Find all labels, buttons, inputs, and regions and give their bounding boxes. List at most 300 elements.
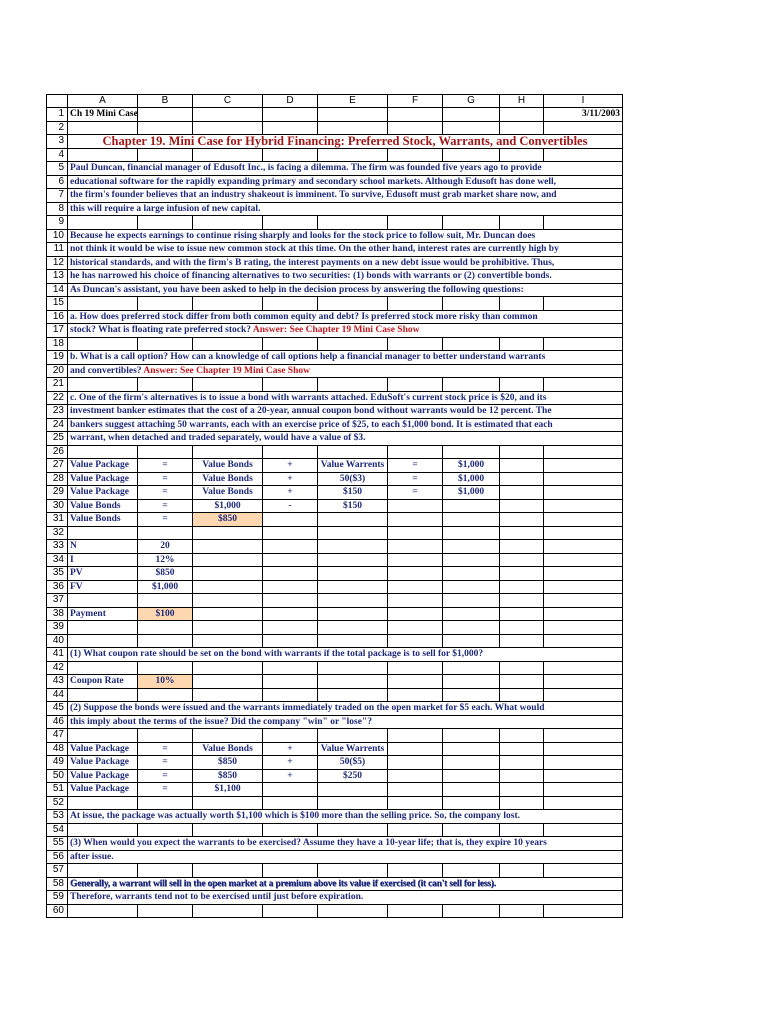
cell[interactable] xyxy=(318,688,388,702)
row-number[interactable]: 57 xyxy=(47,864,68,878)
row-number[interactable]: 29 xyxy=(47,486,68,500)
intro-line[interactable]: the firm's founder believes that an industry shakeout is imminent. To survive, Edusoft must grab market share now, and xyxy=(68,189,623,203)
question-c[interactable]: warrant, when detached and traded separately, would have a value of $3. xyxy=(68,432,623,446)
cell[interactable] xyxy=(138,634,193,648)
cell[interactable] xyxy=(263,607,318,621)
cell[interactable] xyxy=(443,148,500,162)
coupon-value[interactable]: 10% xyxy=(138,675,193,689)
cell[interactable] xyxy=(138,729,193,743)
cell[interactable] xyxy=(193,634,263,648)
cell[interactable] xyxy=(263,337,318,351)
label-cell[interactable]: Value Package xyxy=(68,756,138,770)
label-cell[interactable]: Value Package xyxy=(68,486,138,500)
value-cell[interactable]: $150 xyxy=(318,499,388,513)
page-title[interactable]: Chapter 19. Mini Case for Hybrid Financing: Preferred Stock, Warrants, and Convertibles xyxy=(68,135,623,149)
row-number[interactable]: 23 xyxy=(47,405,68,419)
cell[interactable] xyxy=(388,108,443,122)
question-3[interactable]: after issue. xyxy=(68,850,623,864)
coupon-label[interactable]: Coupon Rate xyxy=(68,675,138,689)
row-number[interactable]: 33 xyxy=(47,540,68,554)
cell[interactable] xyxy=(193,729,263,743)
cell[interactable] xyxy=(500,216,544,230)
cell[interactable] xyxy=(68,121,138,135)
cell[interactable] xyxy=(443,756,500,770)
cell[interactable] xyxy=(544,661,623,675)
value-cell[interactable]: $1,000 xyxy=(443,472,500,486)
value-cell[interactable]: = xyxy=(138,742,193,756)
cell[interactable] xyxy=(443,729,500,743)
context-line[interactable]: he has narrowed his choice of financing alternatives to two securities: (1) bonds with warrants or (2) convertible bonds. xyxy=(68,270,623,284)
cell[interactable] xyxy=(138,337,193,351)
cell[interactable] xyxy=(138,688,193,702)
cell[interactable] xyxy=(443,526,500,540)
value-cell[interactable]: = xyxy=(138,472,193,486)
cell[interactable] xyxy=(193,864,263,878)
cell[interactable] xyxy=(138,796,193,810)
cell[interactable] xyxy=(263,904,318,918)
value-cell[interactable]: = xyxy=(138,756,193,770)
row-number[interactable]: 20 xyxy=(47,364,68,378)
row-number[interactable]: 45 xyxy=(47,702,68,716)
row-number[interactable]: 52 xyxy=(47,796,68,810)
cell[interactable] xyxy=(544,864,623,878)
cell[interactable] xyxy=(500,621,544,635)
cell[interactable] xyxy=(318,540,388,554)
cell[interactable] xyxy=(193,121,263,135)
cell[interactable] xyxy=(500,108,544,122)
cell[interactable] xyxy=(193,540,263,554)
row-number[interactable]: 60 xyxy=(47,904,68,918)
cell[interactable] xyxy=(500,742,544,756)
cell[interactable] xyxy=(443,594,500,608)
cell[interactable] xyxy=(263,553,318,567)
row-number[interactable]: 30 xyxy=(47,499,68,513)
cell[interactable] xyxy=(544,499,623,513)
cell[interactable] xyxy=(544,769,623,783)
question-b[interactable] xyxy=(68,364,623,378)
cell[interactable] xyxy=(388,540,443,554)
cell[interactable] xyxy=(443,796,500,810)
cell[interactable] xyxy=(138,526,193,540)
cell[interactable] xyxy=(263,796,318,810)
cell[interactable] xyxy=(318,297,388,311)
cell[interactable] xyxy=(263,297,318,311)
cell[interactable] xyxy=(500,688,544,702)
intro-line[interactable]: Paul Duncan, financial manager of Edusoft Inc., is facing a dilemma. The firm was founded five years ago to provide xyxy=(68,162,623,176)
cell[interactable] xyxy=(544,688,623,702)
cell[interactable] xyxy=(388,526,443,540)
tvm-value[interactable]: $850 xyxy=(138,567,193,581)
cell[interactable] xyxy=(68,526,138,540)
cell[interactable] xyxy=(318,661,388,675)
cell[interactable] xyxy=(388,661,443,675)
context-line[interactable]: not think it would be wise to issue new common stock at this time. On the other hand, interest rates are currently high by xyxy=(68,243,623,257)
cell[interactable] xyxy=(68,904,138,918)
cell[interactable] xyxy=(263,513,318,527)
cell[interactable] xyxy=(68,823,138,837)
row-number[interactable]: 5 xyxy=(47,162,68,176)
cell[interactable] xyxy=(544,337,623,351)
cell[interactable] xyxy=(443,121,500,135)
cell[interactable] xyxy=(443,688,500,702)
cell[interactable] xyxy=(318,513,388,527)
cell[interactable] xyxy=(443,864,500,878)
cell[interactable] xyxy=(388,742,443,756)
cell[interactable] xyxy=(500,661,544,675)
cell[interactable] xyxy=(500,121,544,135)
cell[interactable] xyxy=(193,661,263,675)
value-cell[interactable]: = xyxy=(388,459,443,473)
question-2[interactable]: this imply about the terms of the issue? Did the company "win" or "lose"? xyxy=(68,715,623,729)
row-number[interactable]: 55 xyxy=(47,837,68,851)
cell[interactable] xyxy=(443,540,500,554)
cell[interactable] xyxy=(500,729,544,743)
cell[interactable] xyxy=(443,216,500,230)
label-cell[interactable]: Value Package xyxy=(68,472,138,486)
value-cell[interactable]: = xyxy=(138,769,193,783)
row-number[interactable]: 11 xyxy=(47,243,68,257)
question-c[interactable]: bankers suggest attaching 50 warrants, each with an exercise price of $25, to each $1,000 bond. It is estimated that each xyxy=(68,418,623,432)
case-date[interactable]: 3/11/2003 xyxy=(544,108,623,122)
cell[interactable] xyxy=(388,729,443,743)
question-c[interactable]: investment banker estimates that the cost of a 20-year, annual coupon bond without warrants would be 12 percent. The xyxy=(68,405,623,419)
cell[interactable] xyxy=(318,216,388,230)
row-number[interactable]: 19 xyxy=(47,351,68,365)
row-number[interactable]: 24 xyxy=(47,418,68,432)
cell[interactable] xyxy=(544,621,623,635)
question-2[interactable]: (2) Suppose the bonds were issued and the warrants immediately traded on the open market for $5 each. What would xyxy=(68,702,623,716)
cell[interactable] xyxy=(263,621,318,635)
question-c[interactable]: c. One of the firm's alternatives is to issue a bond with warrants attached. EduSoft's current stock price is $20, and its xyxy=(68,391,623,405)
value-cell[interactable]: + xyxy=(263,742,318,756)
value-cell[interactable]: $1,100 xyxy=(193,783,263,797)
value-cell[interactable]: 50($3) xyxy=(318,472,388,486)
cell[interactable] xyxy=(263,594,318,608)
tvm-label[interactable]: FV xyxy=(68,580,138,594)
cell[interactable] xyxy=(388,688,443,702)
row-number[interactable]: 54 xyxy=(47,823,68,837)
row-number[interactable]: 26 xyxy=(47,445,68,459)
label-cell[interactable]: Value Bonds xyxy=(68,499,138,513)
cell[interactable] xyxy=(388,580,443,594)
cell[interactable] xyxy=(500,148,544,162)
cell[interactable] xyxy=(500,594,544,608)
cell[interactable] xyxy=(193,297,263,311)
cell[interactable] xyxy=(68,864,138,878)
row-number[interactable]: 3 xyxy=(47,135,68,149)
cell[interactable] xyxy=(443,675,500,689)
cell[interactable] xyxy=(544,540,623,554)
row-number[interactable]: 56 xyxy=(47,850,68,864)
cell[interactable] xyxy=(68,445,138,459)
cell[interactable] xyxy=(318,675,388,689)
value-cell[interactable]: + xyxy=(263,756,318,770)
cell[interactable] xyxy=(138,378,193,392)
value-cell[interactable]: + xyxy=(263,459,318,473)
cell[interactable] xyxy=(388,216,443,230)
value-cell[interactable]: Value Bonds xyxy=(193,486,263,500)
label-cell[interactable]: Value Bonds xyxy=(68,513,138,527)
cell[interactable] xyxy=(500,580,544,594)
cell[interactable] xyxy=(544,675,623,689)
cell[interactable] xyxy=(388,148,443,162)
row-number[interactable]: 50 xyxy=(47,769,68,783)
cell[interactable] xyxy=(193,675,263,689)
value-cell[interactable]: = xyxy=(138,499,193,513)
row-number[interactable]: 7 xyxy=(47,189,68,203)
value-cell[interactable]: $1,000 xyxy=(443,459,500,473)
context-line[interactable]: historical standards, and with the firm's B rating, the interest payments on a new debt issue would be prohibitive. Thus, xyxy=(68,256,623,270)
cell[interactable] xyxy=(500,499,544,513)
cell[interactable] xyxy=(544,121,623,135)
row-number[interactable]: 16 xyxy=(47,310,68,324)
column-header-i[interactable]: I xyxy=(544,95,623,108)
column-header-e[interactable]: E xyxy=(318,95,388,108)
row-number[interactable]: 35 xyxy=(47,567,68,581)
row-number[interactable]: 42 xyxy=(47,661,68,675)
cell[interactable] xyxy=(318,621,388,635)
cell[interactable] xyxy=(263,540,318,554)
label-cell[interactable]: Value Package xyxy=(68,769,138,783)
cell[interactable] xyxy=(193,378,263,392)
row-number[interactable]: 4 xyxy=(47,148,68,162)
cell[interactable] xyxy=(500,513,544,527)
row-number[interactable]: 25 xyxy=(47,432,68,446)
row-number[interactable]: 40 xyxy=(47,634,68,648)
cell[interactable] xyxy=(500,459,544,473)
cell[interactable] xyxy=(68,796,138,810)
cell[interactable] xyxy=(388,904,443,918)
cell[interactable] xyxy=(500,378,544,392)
cell[interactable] xyxy=(138,148,193,162)
value-cell[interactable]: Value Bonds xyxy=(193,472,263,486)
cell[interactable] xyxy=(318,378,388,392)
row-number[interactable]: 31 xyxy=(47,513,68,527)
cell[interactable] xyxy=(500,864,544,878)
cell[interactable] xyxy=(388,823,443,837)
cell[interactable] xyxy=(544,796,623,810)
issue-note[interactable]: At issue, the package was actually worth $1,100 which is $100 more than the selling price. So, the company lost. xyxy=(68,810,623,824)
cell[interactable] xyxy=(138,216,193,230)
cell[interactable] xyxy=(388,121,443,135)
cell[interactable] xyxy=(544,216,623,230)
cell[interactable] xyxy=(263,783,318,797)
cell[interactable] xyxy=(263,580,318,594)
cell[interactable] xyxy=(500,769,544,783)
cell[interactable] xyxy=(263,688,318,702)
cell[interactable] xyxy=(193,904,263,918)
intro-line[interactable]: educational software for the rapidly expanding primary and secondary school markets. Although Edusoft has done well, xyxy=(68,175,623,189)
cell[interactable] xyxy=(318,594,388,608)
cell[interactable] xyxy=(318,337,388,351)
cell[interactable] xyxy=(263,445,318,459)
cell[interactable] xyxy=(388,567,443,581)
column-header-g[interactable]: G xyxy=(443,95,500,108)
cell[interactable] xyxy=(443,337,500,351)
value-cell[interactable]: Value Warrents xyxy=(318,459,388,473)
cell[interactable] xyxy=(318,729,388,743)
value-cell[interactable]: Value Warrents xyxy=(318,742,388,756)
cell[interactable] xyxy=(500,567,544,581)
cell[interactable] xyxy=(68,634,138,648)
cell[interactable] xyxy=(68,297,138,311)
cell[interactable] xyxy=(544,513,623,527)
cell[interactable] xyxy=(263,216,318,230)
cell[interactable] xyxy=(193,607,263,621)
cell[interactable] xyxy=(193,594,263,608)
cell[interactable] xyxy=(544,756,623,770)
cell[interactable] xyxy=(318,864,388,878)
row-number[interactable]: 53 xyxy=(47,810,68,824)
cell[interactable] xyxy=(544,472,623,486)
cell[interactable] xyxy=(263,108,318,122)
answer-3[interactable]: Generally, a warrant will sell in the open market at a premium above its value if exercised (it can't sell for less). xyxy=(68,877,623,891)
cell[interactable] xyxy=(263,567,318,581)
row-number[interactable]: 17 xyxy=(47,324,68,338)
row-number[interactable]: 34 xyxy=(47,553,68,567)
cell[interactable] xyxy=(68,621,138,635)
cell[interactable] xyxy=(544,486,623,500)
tvm-value[interactable]: 20 xyxy=(138,540,193,554)
cell[interactable] xyxy=(318,121,388,135)
cell[interactable] xyxy=(500,756,544,770)
cell[interactable] xyxy=(318,904,388,918)
value-cell[interactable]: = xyxy=(138,783,193,797)
cell[interactable] xyxy=(388,594,443,608)
cell[interactable] xyxy=(544,553,623,567)
cell[interactable] xyxy=(500,675,544,689)
value-cell[interactable]: = xyxy=(388,486,443,500)
cell[interactable] xyxy=(388,769,443,783)
row-number[interactable]: 58 xyxy=(47,877,68,891)
row-number[interactable]: 32 xyxy=(47,526,68,540)
cell[interactable] xyxy=(500,540,544,554)
cell[interactable] xyxy=(68,378,138,392)
value-cell[interactable]: $250 xyxy=(318,769,388,783)
cell[interactable] xyxy=(443,513,500,527)
context-line[interactable]: Because he expects earnings to continue rising sharply and looks for the stock price to follow suit, Mr. Duncan does xyxy=(68,229,623,243)
cell[interactable] xyxy=(443,904,500,918)
cell[interactable] xyxy=(318,823,388,837)
row-number[interactable]: 37 xyxy=(47,594,68,608)
cell[interactable] xyxy=(544,378,623,392)
cell[interactable] xyxy=(138,904,193,918)
cell[interactable] xyxy=(193,337,263,351)
cell[interactable] xyxy=(318,567,388,581)
cell[interactable] xyxy=(68,594,138,608)
cell[interactable] xyxy=(318,580,388,594)
cell[interactable] xyxy=(318,526,388,540)
cell[interactable] xyxy=(544,742,623,756)
cell[interactable] xyxy=(263,823,318,837)
cell[interactable] xyxy=(193,526,263,540)
value-cell[interactable]: - xyxy=(263,499,318,513)
row-number[interactable]: 21 xyxy=(47,378,68,392)
cell[interactable] xyxy=(318,796,388,810)
cell[interactable] xyxy=(318,783,388,797)
cell[interactable] xyxy=(388,553,443,567)
cell[interactable] xyxy=(388,607,443,621)
cell[interactable] xyxy=(263,675,318,689)
cell[interactable] xyxy=(443,742,500,756)
cell[interactable] xyxy=(443,567,500,581)
row-number[interactable]: 38 xyxy=(47,607,68,621)
cell[interactable] xyxy=(544,459,623,473)
value-cell[interactable]: + xyxy=(263,472,318,486)
value-cell[interactable]: 50($5) xyxy=(318,756,388,770)
question-a[interactable] xyxy=(68,324,623,338)
cell[interactable] xyxy=(318,553,388,567)
cell[interactable] xyxy=(500,553,544,567)
cell[interactable] xyxy=(388,297,443,311)
cell[interactable] xyxy=(138,661,193,675)
cell[interactable] xyxy=(443,580,500,594)
value-cell[interactable]: + xyxy=(263,486,318,500)
row-number[interactable]: 46 xyxy=(47,715,68,729)
cell[interactable] xyxy=(544,567,623,581)
column-header-d[interactable]: D xyxy=(263,95,318,108)
tvm-value[interactable]: $1,000 xyxy=(138,580,193,594)
cell[interactable] xyxy=(544,904,623,918)
cell[interactable] xyxy=(138,864,193,878)
label-cell[interactable]: Value Package xyxy=(68,783,138,797)
cell[interactable] xyxy=(443,553,500,567)
row-number[interactable]: 1 xyxy=(47,108,68,122)
cell[interactable] xyxy=(388,796,443,810)
cell[interactable] xyxy=(193,688,263,702)
cell[interactable] xyxy=(500,472,544,486)
value-cell[interactable]: $850 xyxy=(193,756,263,770)
cell[interactable] xyxy=(544,729,623,743)
cell[interactable] xyxy=(138,823,193,837)
cell[interactable] xyxy=(68,216,138,230)
column-header-f[interactable]: F xyxy=(388,95,443,108)
cell[interactable] xyxy=(443,108,500,122)
row-number[interactable]: 27 xyxy=(47,459,68,473)
cell[interactable] xyxy=(68,661,138,675)
tvm-label[interactable]: N xyxy=(68,540,138,554)
cell[interactable] xyxy=(500,526,544,540)
cell[interactable] xyxy=(138,594,193,608)
row-number[interactable]: 22 xyxy=(47,391,68,405)
row-number[interactable]: 51 xyxy=(47,783,68,797)
cell[interactable] xyxy=(193,621,263,635)
row-number[interactable]: 14 xyxy=(47,283,68,297)
cell[interactable] xyxy=(443,297,500,311)
cell[interactable] xyxy=(500,634,544,648)
cell[interactable] xyxy=(68,337,138,351)
row-number[interactable]: 39 xyxy=(47,621,68,635)
cell[interactable] xyxy=(263,378,318,392)
value-cell[interactable]: = xyxy=(388,472,443,486)
payment-value[interactable]: $100 xyxy=(138,607,193,621)
cell[interactable] xyxy=(500,904,544,918)
row-number[interactable]: 10 xyxy=(47,229,68,243)
value-cell[interactable]: $1,000 xyxy=(443,486,500,500)
row-number[interactable]: 41 xyxy=(47,648,68,662)
cell[interactable] xyxy=(68,148,138,162)
cell[interactable] xyxy=(500,783,544,797)
value-cell[interactable]: Value Bonds xyxy=(193,742,263,756)
cell[interactable] xyxy=(500,796,544,810)
cell[interactable] xyxy=(263,661,318,675)
cell[interactable] xyxy=(500,486,544,500)
cell[interactable] xyxy=(193,148,263,162)
cell[interactable] xyxy=(263,864,318,878)
cell[interactable] xyxy=(544,607,623,621)
cell[interactable] xyxy=(263,634,318,648)
cell[interactable] xyxy=(138,108,193,122)
